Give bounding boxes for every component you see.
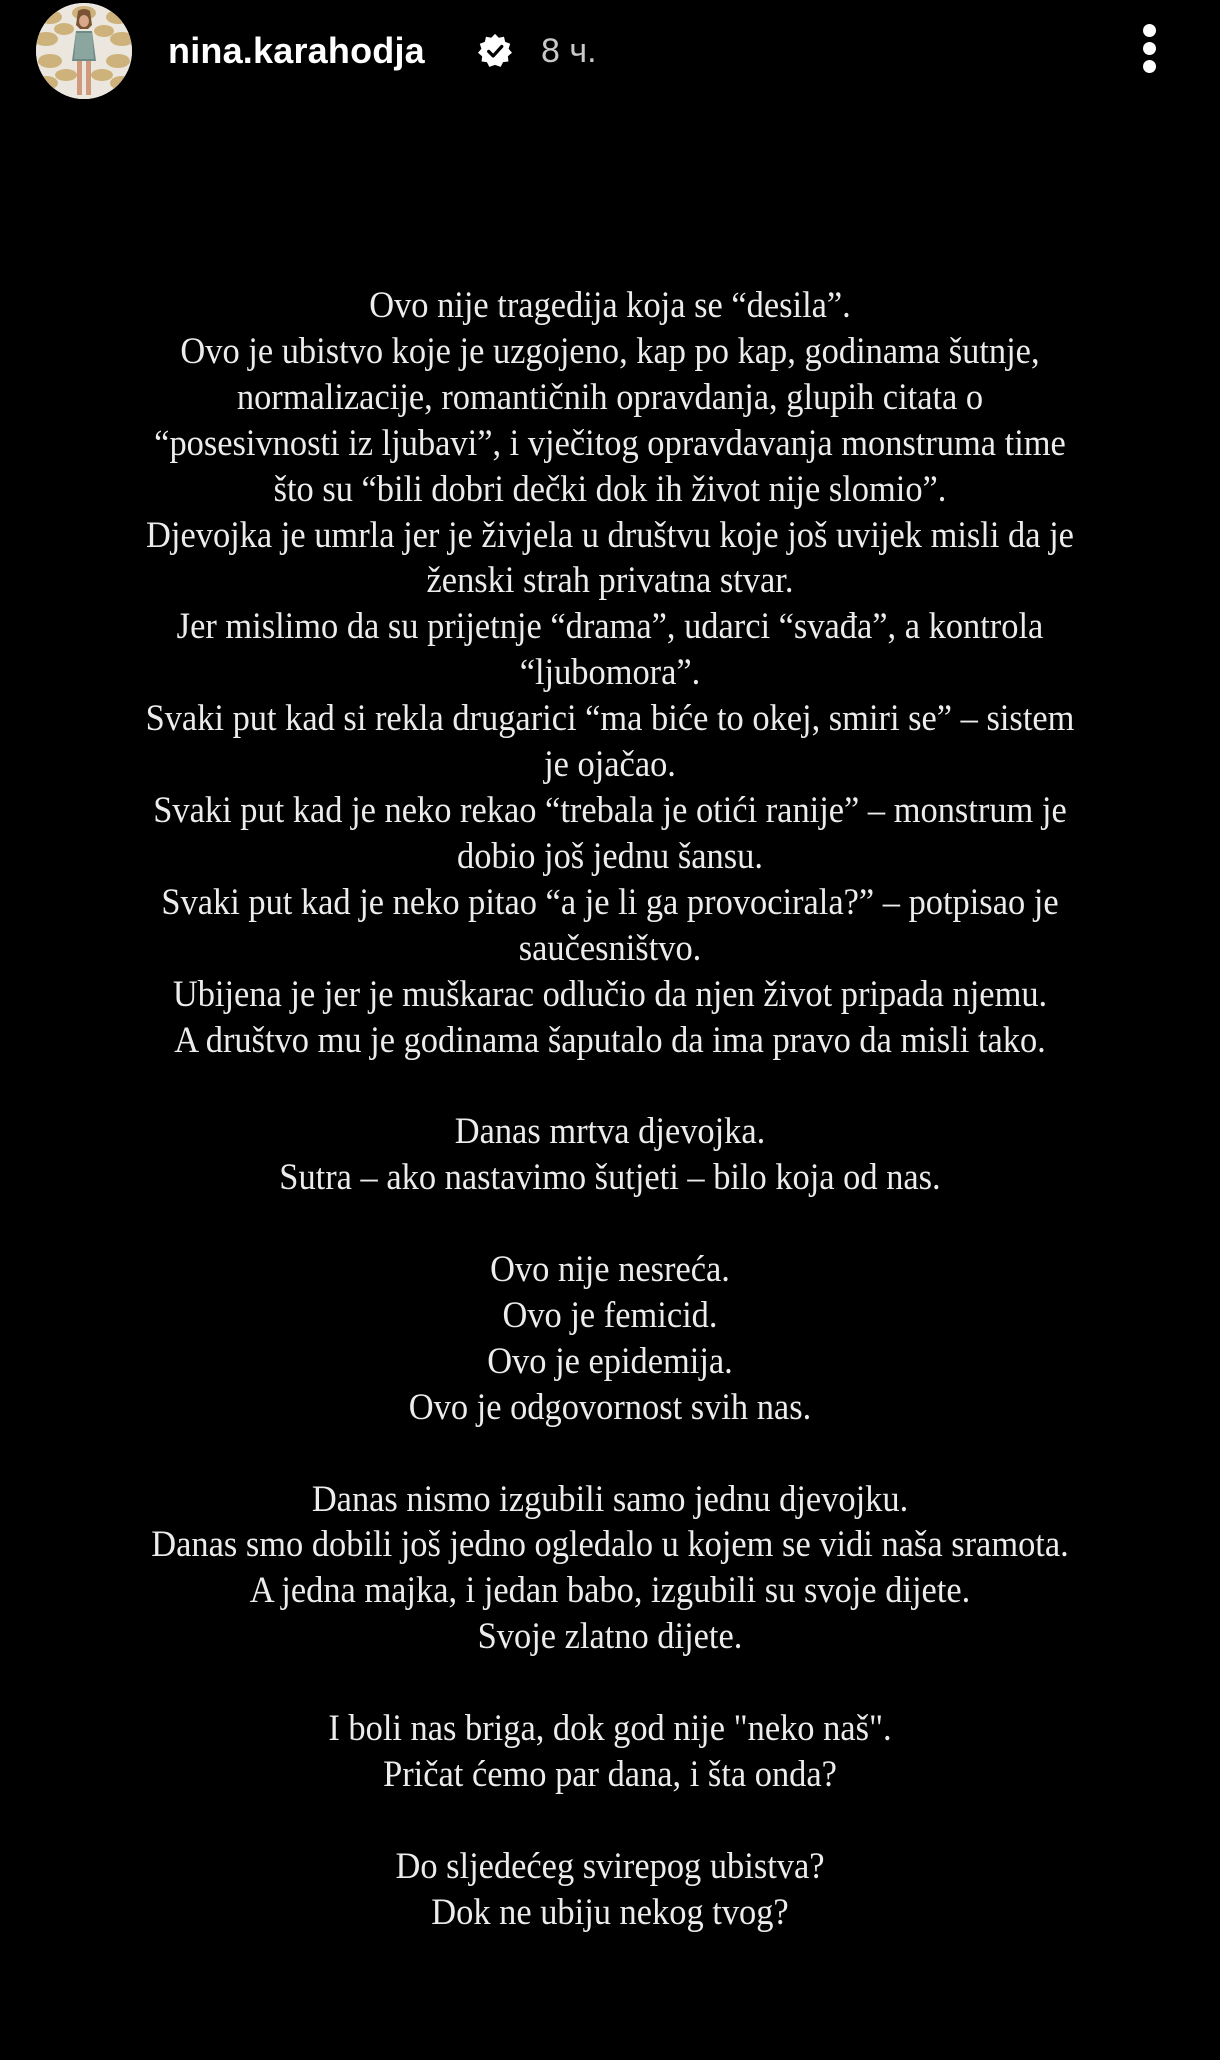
paragraph-gap (43, 1063, 1178, 1109)
text-line: dobio još jednu šansu. (457, 835, 763, 877)
text-line: Svaki put kad je neko rekao “trebala je otići ranije” – monstrum je (153, 789, 1067, 831)
text-line: Pričat ćemo par dana, i šta onda? (383, 1753, 837, 1795)
text-line: Jer mislimo da su prijetnje “drama”, udarci “svađa”, a kontrola (176, 606, 1044, 648)
text-line: “posesivnosti iz ljubavi”, i vječitog opravdavanja monstruma time (154, 422, 1066, 464)
post-time: 8 ч. (541, 32, 597, 70)
ellipsis-dot (1143, 60, 1156, 73)
paragraph (43, 1477, 1178, 1661)
paragraph-gap (43, 1798, 1178, 1844)
text-line: je ojačao. (544, 744, 676, 786)
text-line: Danas mrtva djevojka. (454, 1111, 766, 1153)
text-line: A društvo mu je godinama šaputalo da ima pravo da misli tako. (174, 1019, 1046, 1061)
text-line: Djevojka je umrla jer je živjela u društvu koje još uvijek misli da je (146, 514, 1074, 556)
text-line: I boli nas briga, dok god nije "neko naš". (328, 1708, 892, 1750)
paragraph (43, 1844, 1178, 1936)
text-line: Ovo je epidemija. (487, 1340, 733, 1382)
text-line: Ovo nije nesreća. (490, 1249, 730, 1290)
text-line: Danas nismo izgubili samo jednu djevojku. (311, 1478, 909, 1520)
paragraph (43, 1247, 1178, 1431)
text-line: što su “bili dobri dečki dok ih život nije slomio”. (273, 468, 947, 510)
avatar[interactable] (36, 3, 132, 99)
paragraph (43, 283, 1178, 1063)
ellipsis-dot (1143, 42, 1156, 55)
text-line: Do sljedećeg svirepog ubistva? (395, 1845, 825, 1887)
text-line: Danas smo dobili još jedno ogledalo u kojem se vidi naša sramota. (151, 1524, 1069, 1566)
paragraph-gap (43, 1660, 1178, 1706)
verified-badge-icon (477, 33, 513, 69)
text-line: saučesništvo. (518, 927, 702, 969)
text-line: Svaki put kad je neko pitao “a je li ga provocirala?” – potpisao je (161, 881, 1059, 923)
text-line: “ljubomora”. (519, 652, 701, 694)
paragraph (43, 1706, 1178, 1798)
text-line: Ubijena je jer je muškarac odlučio da njen život pripada njemu. (172, 973, 1048, 1015)
story-text (43, 283, 1178, 1936)
text-line: normalizacije, romantičnih opravdanja, glupih citata o (236, 376, 984, 418)
text-line: Ovo je femicid. (502, 1294, 718, 1336)
profile-photo-icon (36, 3, 132, 99)
text-line: ženski strah privatna stvar. (426, 560, 794, 602)
more-options-button[interactable] (1132, 20, 1168, 80)
text-line: Ovo nije tragedija koja se “desila”. (369, 285, 851, 326)
paragraph-gap (43, 1201, 1178, 1247)
text-line: Sutra – ako nastavimo šutjeti – bilo koja od nas. (279, 1157, 941, 1199)
text-line: Ovo je ubistvo koje je uzgojeno, kap po kap, godinama šutnje, (180, 330, 1040, 372)
text-line: Dok ne ubiju nekog tvog? (431, 1891, 789, 1933)
text-line: Svoje zlatno dijete. (477, 1616, 743, 1658)
paragraph (43, 1109, 1178, 1201)
text-line: Svaki put kad si rekla drugarici “ma biće to okej, smiri se” – sistem (145, 698, 1075, 740)
vertical-ellipsis-icon (1143, 24, 1156, 37)
text-line: Ovo je odgovornost svih nas. (408, 1386, 812, 1428)
story-header (0, 0, 1220, 104)
paragraph-gap (43, 1431, 1178, 1477)
text-line: A jedna majka, i jedan babo, izgubili su svoje dijete. (249, 1570, 971, 1612)
username[interactable]: nina.karahodja (168, 30, 425, 71)
